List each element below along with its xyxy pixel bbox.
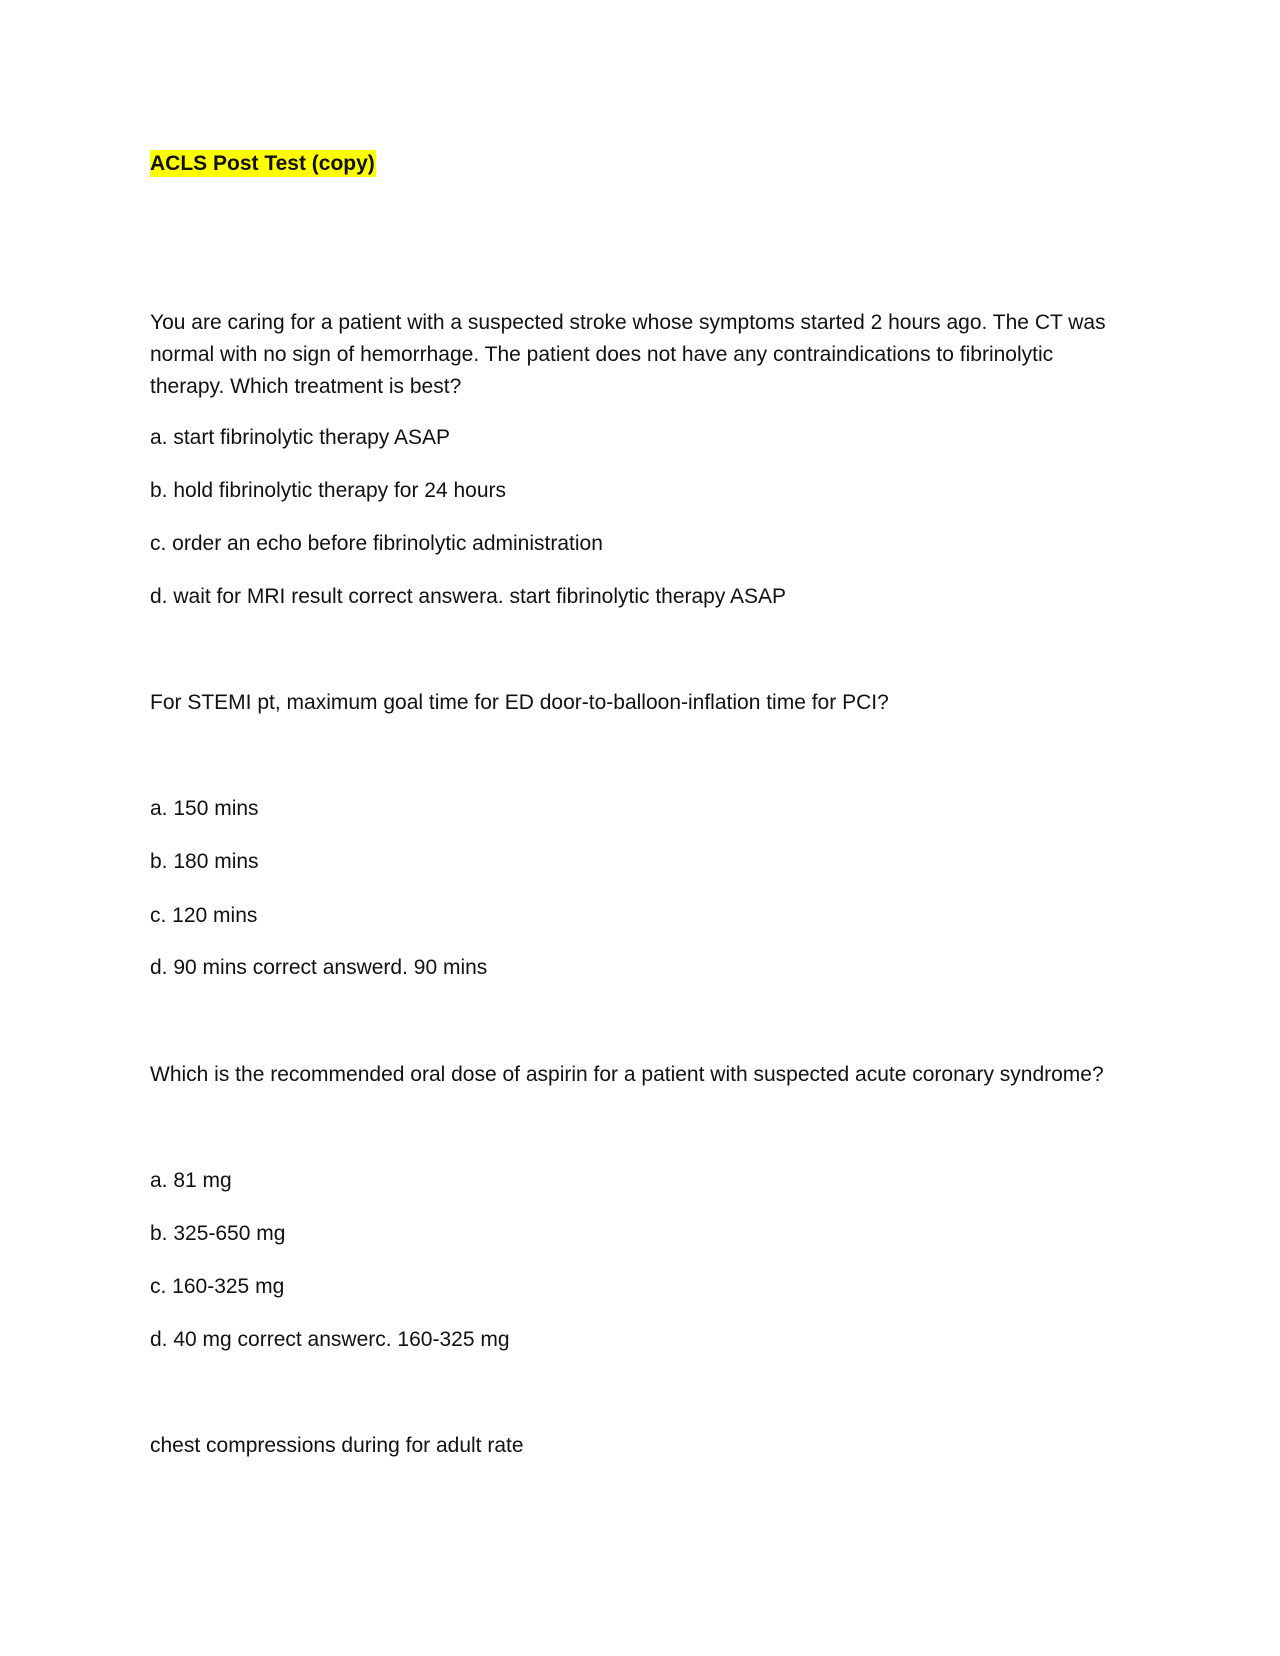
question-3-stem: Which is the recommended oral dose of aspirin for a patient with suspected acute coronary syndrome? bbox=[150, 1063, 1104, 1086]
document-title bbox=[150, 150, 376, 178]
question-2-stem: For STEMI pt, maximum goal time for ED door-to-balloon-inflation time for PCI? bbox=[150, 691, 889, 714]
question-3-option-d: d. 40 mg correct answerc. 160-325 mg bbox=[150, 1328, 510, 1351]
title-highlight: ACLS Post Test (copy) bbox=[150, 152, 375, 175]
question-2-option-c: c. 120 mins bbox=[150, 904, 258, 927]
question-3-option-c: c. 160-325 mg bbox=[150, 1275, 285, 1298]
question-1-option-a: a. start fibrinolytic therapy ASAP bbox=[150, 426, 450, 449]
question-1-option-d: d. wait for MRI result correct answera. start fibrinolytic therapy ASAP bbox=[150, 585, 787, 608]
question-2-option-b: b. 180 mins bbox=[150, 850, 259, 873]
question-3-option-a: a. 81 mg bbox=[150, 1169, 232, 1192]
question-3-option-b: b. 325-650 mg bbox=[150, 1222, 286, 1245]
question-1-option-c: c. order an echo before fibrinolytic administration bbox=[150, 532, 603, 555]
question-4-stem: chest compressions during for adult rate bbox=[150, 1434, 524, 1457]
question-2-option-a: a. 150 mins bbox=[150, 797, 259, 820]
question-2-option-d: d. 90 mins correct answerd. 90 mins bbox=[150, 956, 488, 979]
question-1-option-b: b. hold fibrinolytic therapy for 24 hours bbox=[150, 479, 507, 502]
question-1-stem: You are caring for a patient with a suspected stroke whose symptoms started 2 hours ago. The CT was normal with no sign of hemorrhage. The patient does not have any contraindications to fibrinolytic therapy. Which treatment is best? bbox=[150, 311, 1106, 398]
